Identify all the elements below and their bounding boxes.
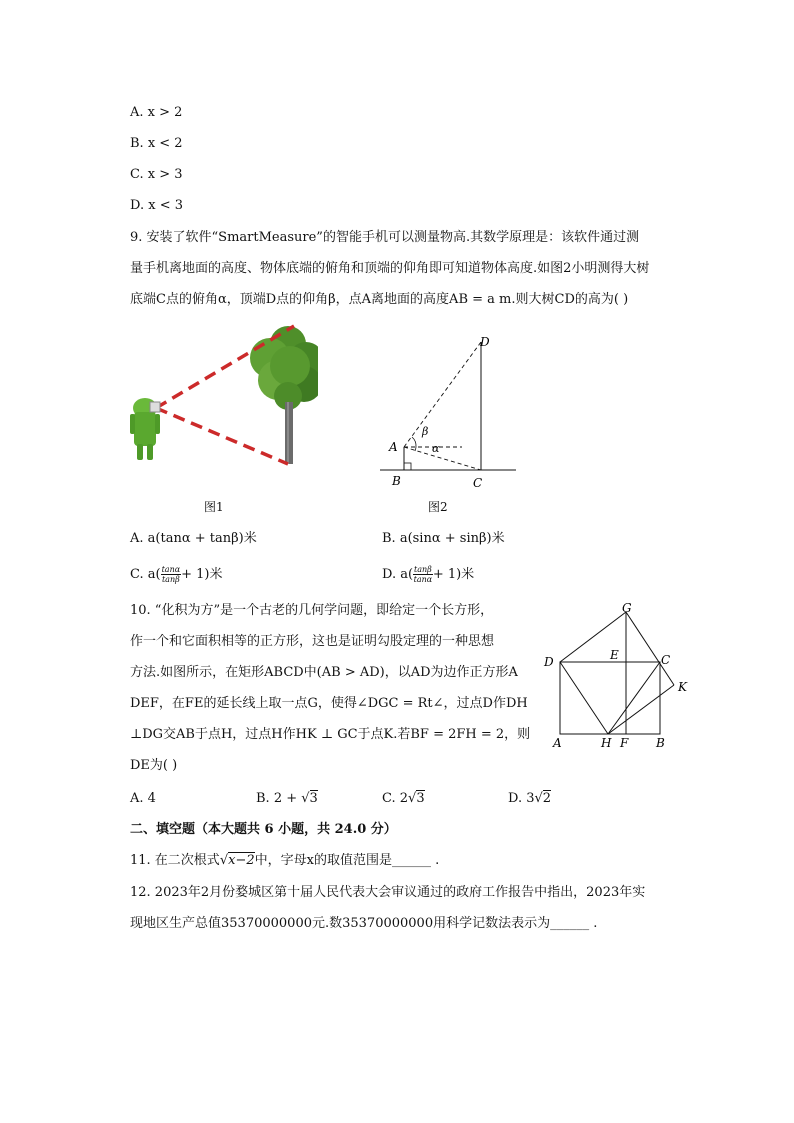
q10-option-d: D. 3√2: [508, 791, 552, 806]
q9-figure2-diagram: [376, 330, 521, 490]
q10-stem-line2: 作一个和它面积相等的正方形，这也是证明勾股定理的一种思想: [130, 634, 495, 649]
fig10-label-h: H: [601, 736, 612, 750]
android-phone-icon: [130, 398, 160, 460]
fig2-label-alpha: α: [432, 442, 440, 455]
q9-option-a: A. a(tanα + tanβ)米: [130, 531, 257, 546]
q10-stem-line3: 方法.如图所示，在矩形ABCD中(AB > AD)，以AD为边作正方形A: [130, 665, 518, 680]
fig10-label-e: E: [610, 648, 619, 662]
q10-option-b: B. 2 + √3: [256, 791, 318, 806]
fig10-label-f: F: [620, 736, 629, 750]
q8-option-d: D. x < 3: [130, 198, 183, 213]
q11-stem: 11. 在二次根式√x−2中，字母x的取值范围是______ .: [130, 853, 440, 868]
fig10-label-d: D: [544, 655, 554, 669]
fig10-label-k: K: [678, 680, 687, 694]
fig2-label-b: B: [392, 474, 401, 488]
q8-option-b: B. x < 2: [130, 136, 183, 151]
q10-option-a: A. 4: [130, 791, 156, 806]
fig2-label-c: C: [473, 476, 483, 490]
q8-option-a: A. x > 2: [130, 105, 183, 120]
q10-stem-line1: 10. “化积为方”是一个古老的几何学问题，即给定一个长方形，: [130, 603, 494, 618]
q9-option-c: C. a( $\frac{\tan\alpha}{\tan\beta}$ + 1)米: [130, 565, 223, 584]
q10-figure-diagram: [540, 600, 700, 755]
q12-stem-line2: 现地区生产总值35370000000元.数35370000000用科学记数法表示为______ .: [130, 916, 598, 931]
q12-stem-line1: 12. 2023年2月份婺城区第十届人民代表大会审议通过的政府工作报告中指出，2023年实: [130, 885, 646, 900]
q10-stem-line4: DEF，在FE的延长线上取一点G，使得∠DGC = Rt∠，过点D作DH: [130, 696, 528, 711]
q10-stem-line6: DE为( ): [130, 758, 178, 773]
q9-option-d: D. a( $\frac{\tan\beta}{\tan\alpha}$ + 1)米: [382, 565, 475, 584]
q9-option-b: B. a(sinα + sinβ)米: [382, 531, 505, 546]
fig2-label-a: A: [389, 440, 398, 454]
section-heading-fill-in: 二、填空题（本大题共 6 小题，共 24.0 分）: [130, 822, 397, 837]
q10-stem-line5: ⊥DG交AB于点H，过点H作HK ⊥ GC于点K.若BF = 2FH = 2，则: [130, 727, 531, 742]
fig2-label-d: D: [480, 335, 490, 349]
q10-option-c: C. 2√3: [382, 791, 425, 806]
fig10-label-c: C: [661, 653, 671, 667]
q9-stem-line2: 量手机离地面的高度、物体底端的俯角和顶端的仰角即可知道物体高度.如图2小明测得大树: [130, 261, 650, 276]
q9-stem-line1: 9. 安装了软件“SmartMeasure”的智能手机可以测量物高.其数学原理是：该软件通过测: [130, 230, 640, 245]
fig2-label-beta: β: [422, 425, 429, 438]
q9-figure1-illustration: [128, 322, 318, 472]
q8-option-c: C. x > 3: [130, 167, 183, 182]
q9-figure2-caption: 图2: [428, 500, 448, 514]
q9-figure1-caption: 图1: [204, 500, 224, 514]
fig10-label-b: B: [656, 736, 665, 750]
q9-stem-line3: 底端C点的俯角α，顶端D点的仰角β，点A离地面的高度AB = a m.则大树CD的高为( ): [130, 292, 629, 307]
fig10-label-g: G: [622, 601, 632, 615]
fig10-label-a: A: [553, 736, 562, 750]
